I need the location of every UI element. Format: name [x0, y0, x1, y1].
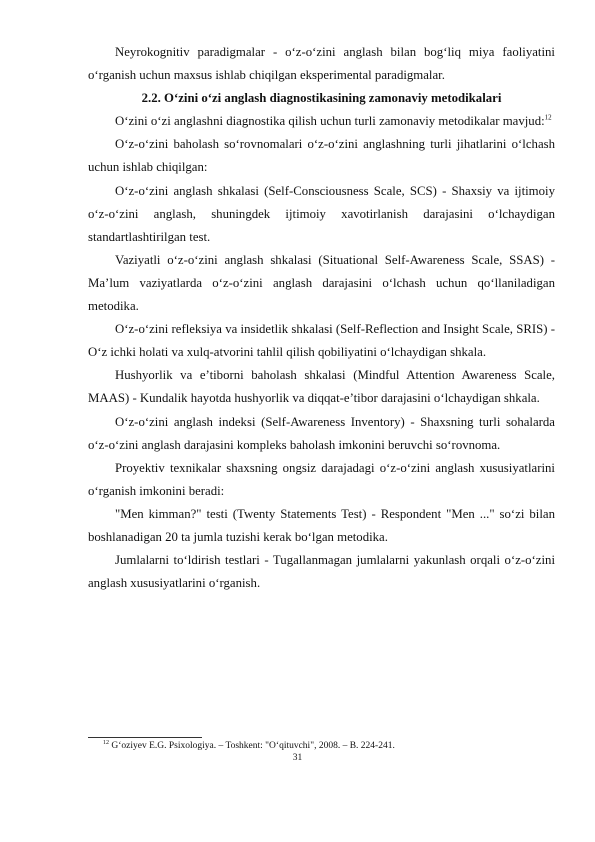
section-heading: 2.2. O‘zini o‘zi anglash diagnostikasining zamonaviy metodikalari: [141, 91, 502, 106]
paragraph: O‘z-o‘zini anglash indeksi (Self-Awareness Inventory) - Shaxsning turli sohalarda o‘z-o‘zini anglash darajasini kompleks baholash imkonini beruvchi so‘rovnoma.: [88, 414, 555, 452]
paragraph: O‘z-o‘zini anglash shkalasi (Self-Consciousness Scale, SCS) - Shaxsiy va ijtimoiy o‘z-o‘zini anglash, shuningdek ijtimoiy xavotirlanish darajasini o‘lchaydigan standartlashtirilgan test.: [88, 183, 555, 244]
paragraph: Hushyorlik va e’tiborni baholash shkalasi (Mindful Attention Awareness Scale, MAAS) - Kundalik hayotda hushyorlik va diqqat-e’tibor darajasini o‘lchaydigan shkala.: [88, 368, 555, 406]
paragraph: [88, 110, 555, 133]
footnote-divider: [88, 737, 202, 738]
page-number: 31: [292, 753, 303, 763]
footnote-text: G‘oziyev E.G. Psixologiya. – Toshkent: "O‘qituvchi", 2008. – B. 224-241.: [111, 741, 395, 751]
footnote-marker: 12: [103, 739, 109, 746]
footnote-reference[interactable]: 12: [544, 114, 552, 123]
paragraph: O‘z-o‘zini baholash so‘rovnomalari o‘z-o‘zini anglashning turli jihatlarini o‘lchash uchun ishlab chiqilgan:: [88, 137, 555, 175]
body-text: [88, 41, 555, 595]
intro-text: O‘zini o‘zi anglashni diagnostika qilish uchun turli zamonaviy metodikalar mavjud:: [115, 114, 545, 129]
paragraph: "Men kimman?" testi (Twenty Statements Test) - Respondent "Men ..." so‘zi bilan boshlanadigan 20 ta jumla tuzishi kerak bo‘lgan metodika.: [88, 506, 555, 544]
paragraph: Vaziyatli o‘z-o‘zini anglash shkalasi (Situational Self-Awareness Scale, SSAS) - Ma’lum vaziyatlarda o‘z-o‘zini anglash darajasini o‘lchash uchun qo‘llaniladigan metodika.: [88, 252, 555, 314]
paragraph: Jumlalarni to‘ldirish testlari - Tugallanmagan jumlalarni yakunlash orqali o‘z-o‘zini anglash xususiyatlarini o‘rganish.: [88, 553, 555, 591]
paragraph: Neyrokognitiv paradigmalar - o‘z-o‘zini anglash bilan bog‘liq miya faoliyatini o‘rganish uchun maxsus ishlab chiqilgan eksperimental paradigmalar.: [88, 45, 555, 83]
paragraph: Proyektiv texnikalar shaxsning ongsiz darajadagi o‘z-o‘zini anglash xususiyatlarini o‘rganish imkonini beradi:: [88, 460, 555, 498]
footnote: [103, 740, 395, 752]
paragraph: O‘z-o‘zini refleksiya va insidetlik shkalasi (Self-Reflection and Insight Scale, SRIS) - O‘z ichki holati va xulq-atvorini tahlil qilish qobiliyatini o‘lchaydigan shkala.: [88, 322, 555, 360]
